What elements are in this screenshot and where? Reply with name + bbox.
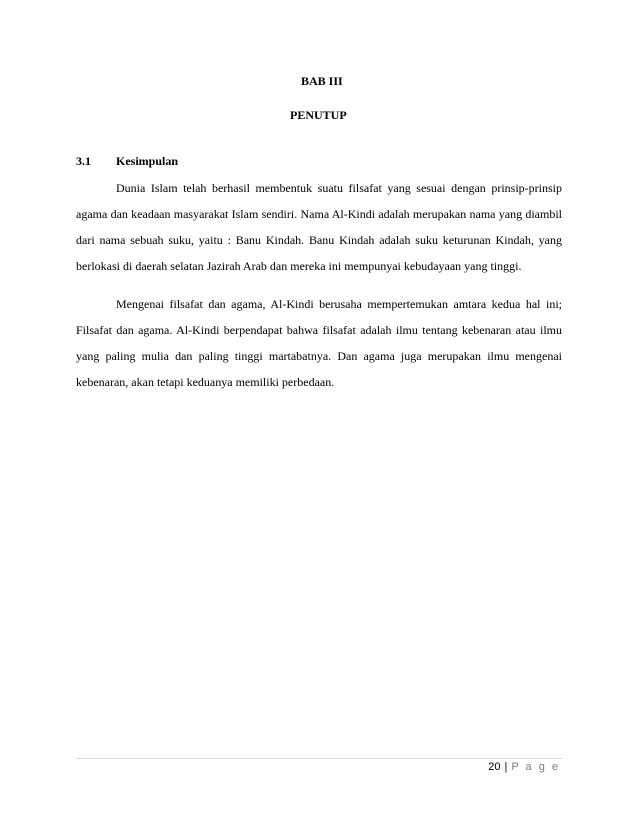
body-paragraph: Mengenai filsafat dan agama, Al-Kindi berusaha mempertemukan amtara kedua hal ini; Filsafat dan agama. Al-Kindi berpendapat bahwa filsafat adalah ilmu tentang kebenaran atau ilmu yang paling mulia dan paling tinggi martabatnya. Dan agama juga merupakan ilmu mengenai kebenaran, akan tetapi keduanya memiliki perbedaan.	[76, 297, 562, 389]
chapter-title: PENUTUP	[290, 108, 347, 122]
footer-separator: |	[504, 761, 508, 773]
page-number: 20	[488, 761, 501, 773]
body-paragraph: Dunia Islam telah berhasil membentuk suatu filsafat yang sesuai dengan prinsip-prinsip agama dan keadaan masyarakat Islam sendiri. Nama Al-Kindi adalah merupakan nama yang diambil dari nama sebuah suku, yaitu : Banu Kindah. Banu Kindah adalah suku keturunan Kindah, yang berlokasi di daerah selatan Jazirah Arab dan mereka ini mempunyai kebudayaan yang tinggi.	[76, 181, 562, 273]
footer-divider	[76, 758, 562, 759]
chapter-label: BAB III	[301, 74, 343, 88]
section-title: Kesimpulan	[116, 154, 179, 168]
section-heading	[76, 154, 178, 169]
page-word: P a g e	[511, 761, 560, 773]
page-footer	[488, 761, 560, 773]
section-number: 3.1	[76, 154, 91, 168]
